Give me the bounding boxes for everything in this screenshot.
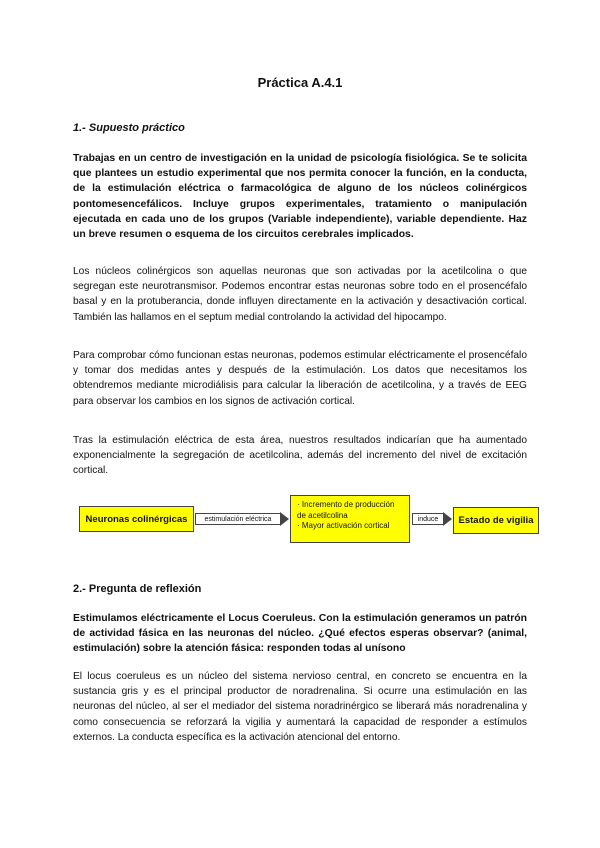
- box-estado-vigilia: Estado de vigilia: [453, 507, 539, 534]
- section-1-prompt: Trabajas en un centro de investigación en la unidad de psicología fisiológica. Se te solicita que plantees un estudio experimental que nos permita conocer la función, en la conducta, de la estimulación eléctrica o farmacológica de alguno de los núcleos colinérgicos pontomesencefálicos. Incluye grupos experimentales, tratamiento o manipulación ejecutada en cada uno de los grupos (Variable independiente), variable dependiente. Haz un breve resumen o esquema de los circuitos cerebrales implicados.: [73, 153, 527, 241]
- arrow-induce: induce: [412, 513, 444, 525]
- section-1-heading: 1.- Supuesto práctico: [73, 122, 185, 134]
- effect-line-2: de acetilcolina: [297, 510, 348, 520]
- arrow-estimulacion: estimulación eléctrica: [195, 513, 281, 525]
- section-2-prompt: Estimulamos eléctricamente el Locus Coeruleus. Con la estimulación generamos un patrón de actividad fásica en las neuronas del núcleo. ¿Qué efectos esperas observar? (animal, estimulación) sobre la atención fásica: responden todas al unísono: [73, 613, 527, 655]
- box-neuronas-colinergicas: Neuronas colinérgicas: [79, 506, 194, 532]
- box-efectos: [290, 495, 410, 543]
- arrow-head-icon: [443, 512, 452, 526]
- effect-line-3: · Mayor activación cortical: [297, 521, 390, 530]
- section-2-heading: 2.- Pregunta de reflexión: [73, 583, 202, 595]
- section-2-answer: El locus coeruleus es un núcleo del sistema nervioso central, en concreto se encuentra en la sustancia gris y es el principal productor de noradrenalina. Si ocurre una estimulación en las neuronas del núcleo, al ser el mediador del sistema noradrinérgico se liberará más noradrenalina y como consecuencia se reforzará la vigilia y aumentará la capacidad de responder a estímulos externos. La conducta específica es la activación atencional del entorno.: [73, 671, 527, 743]
- paragraph-1: Los núcleos colinérgicos son aquellas neuronas que son activadas por la acetilcolina o que segregan este neurotransmisor. Podemos encontrar estas neuronas sobre todo en el prosencéfalo basal y en la protuberancia, donde influyen directamente en la activación y desactivación cortical. También las hallamos en el septum medial controlando la actividad del hipocampo.: [73, 266, 527, 323]
- page-title: Práctica A.4.1: [257, 75, 343, 90]
- arrow-head-icon: [280, 512, 289, 526]
- paragraph-3: Tras la estimulación eléctrica de esta área, nuestros resultados indicarían que ha aumentado exponencialmente la segregación de acetilcolina, además del incremento del nivel de excitación cortical.: [73, 435, 527, 477]
- effect-line-1: · Incremento de producción: [297, 500, 395, 509]
- paragraph-2: Para comprobar cómo funcionan estas neuronas, podemos estimular eléctricamente el prosencéfalo y tomar dos medidas antes y después de la estimulación. Los datos que necesitamos los obtendremos mediante microdiálisis para calcular la liberación de acetilcolina, y a través de EEG para observar los cambios en los signos de activación cortical.: [73, 350, 527, 407]
